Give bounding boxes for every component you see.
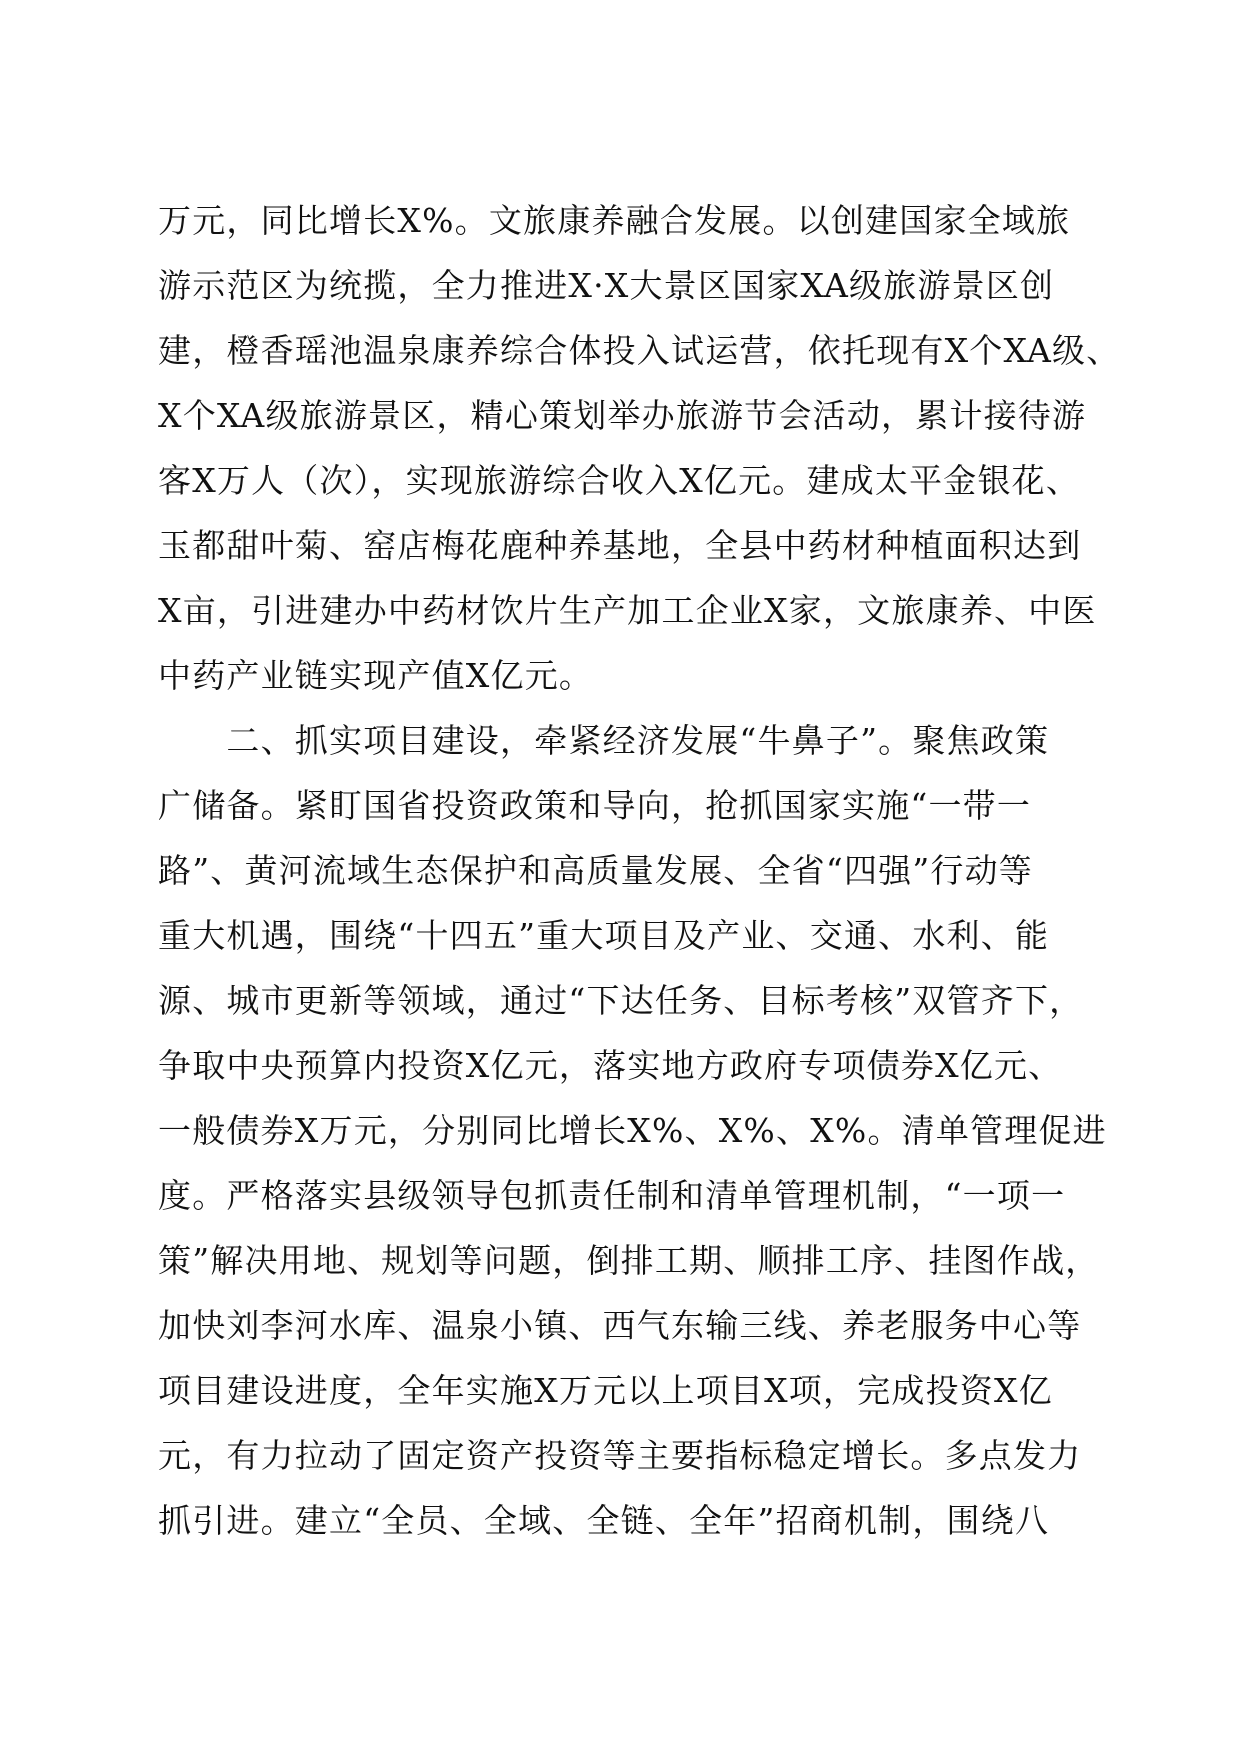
text-line: 度。严格落实县级领导包抓责任制和清单管理机制，“一项一 [158, 1176, 1066, 1215]
text-line: X个XA级旅游景区，精心策划举办旅游节会活动，累计接待游 [158, 396, 1087, 435]
text-line: 客X万人（次），实现旅游综合收入X亿元。建成太平金银花、 [158, 461, 1081, 500]
text-line: X亩，引进建办中药材饮片生产加工企业X家，文旅康养、中医 [158, 591, 1097, 630]
text-line: 重大机遇，围绕“十四五”重大项目及产业、交通、水利、能 [158, 916, 1050, 955]
section-heading-line: 二、抓实项目建设，牵紧经济发展“牛鼻子”。聚焦政策 [158, 721, 1050, 760]
text-line: 万元，同比增长X%。文旅康养融合发展。以创建国家全域旅 [158, 201, 1071, 240]
text-line: 争取中央预算内投资X亿元，落实地方政府专项债券X亿元、 [158, 1046, 1063, 1085]
text-line: 一般债券X万元，分别同比增长X%、X%、X%。清单管理促进 [158, 1111, 1107, 1150]
text-line: 游示范区为统揽，全力推进X·X大景区国家XA级旅游景区创 [158, 266, 1055, 305]
text-line: 建，橙香瑶池温泉康养综合体投入试运营，依托现有X个XA级、 [158, 331, 1121, 370]
text-line: 源、城市更新等领域，通过“下达任务、目标考核”双管齐下， [158, 981, 1084, 1020]
text-line: 中药产业链实现产值X亿元。 [158, 656, 594, 695]
text-line: 加快刘李河水库、温泉小镇、西气东输三线、养老服务中心等 [158, 1306, 1082, 1345]
body-text [158, 188, 1121, 1553]
text-line: 路”、黄河流域生态保护和高质量发展、全省“四强”行动等 [158, 851, 1034, 890]
text-line: 抓引进。建立“全员、全域、全链、全年”招商机制，围绕八 [158, 1501, 1050, 1540]
text-line: 元，有力拉动了固定资产投资等主要指标稳定增长。多点发力 [158, 1436, 1082, 1475]
text-line: 玉都甜叶菊、窑店梅花鹿种养基地，全县中药材种植面积达到 [158, 526, 1082, 565]
text-line: 项目建设进度，全年实施X万元以上项目X项，完成投资X亿 [158, 1371, 1053, 1410]
text-line: 广储备。紧盯国省投资政策和导向，抢抓国家实施“一带一 [158, 786, 1032, 825]
text-line: 策”解决用地、规划等问题，倒排工期、顺排工序、挂图作战， [158, 1241, 1100, 1280]
